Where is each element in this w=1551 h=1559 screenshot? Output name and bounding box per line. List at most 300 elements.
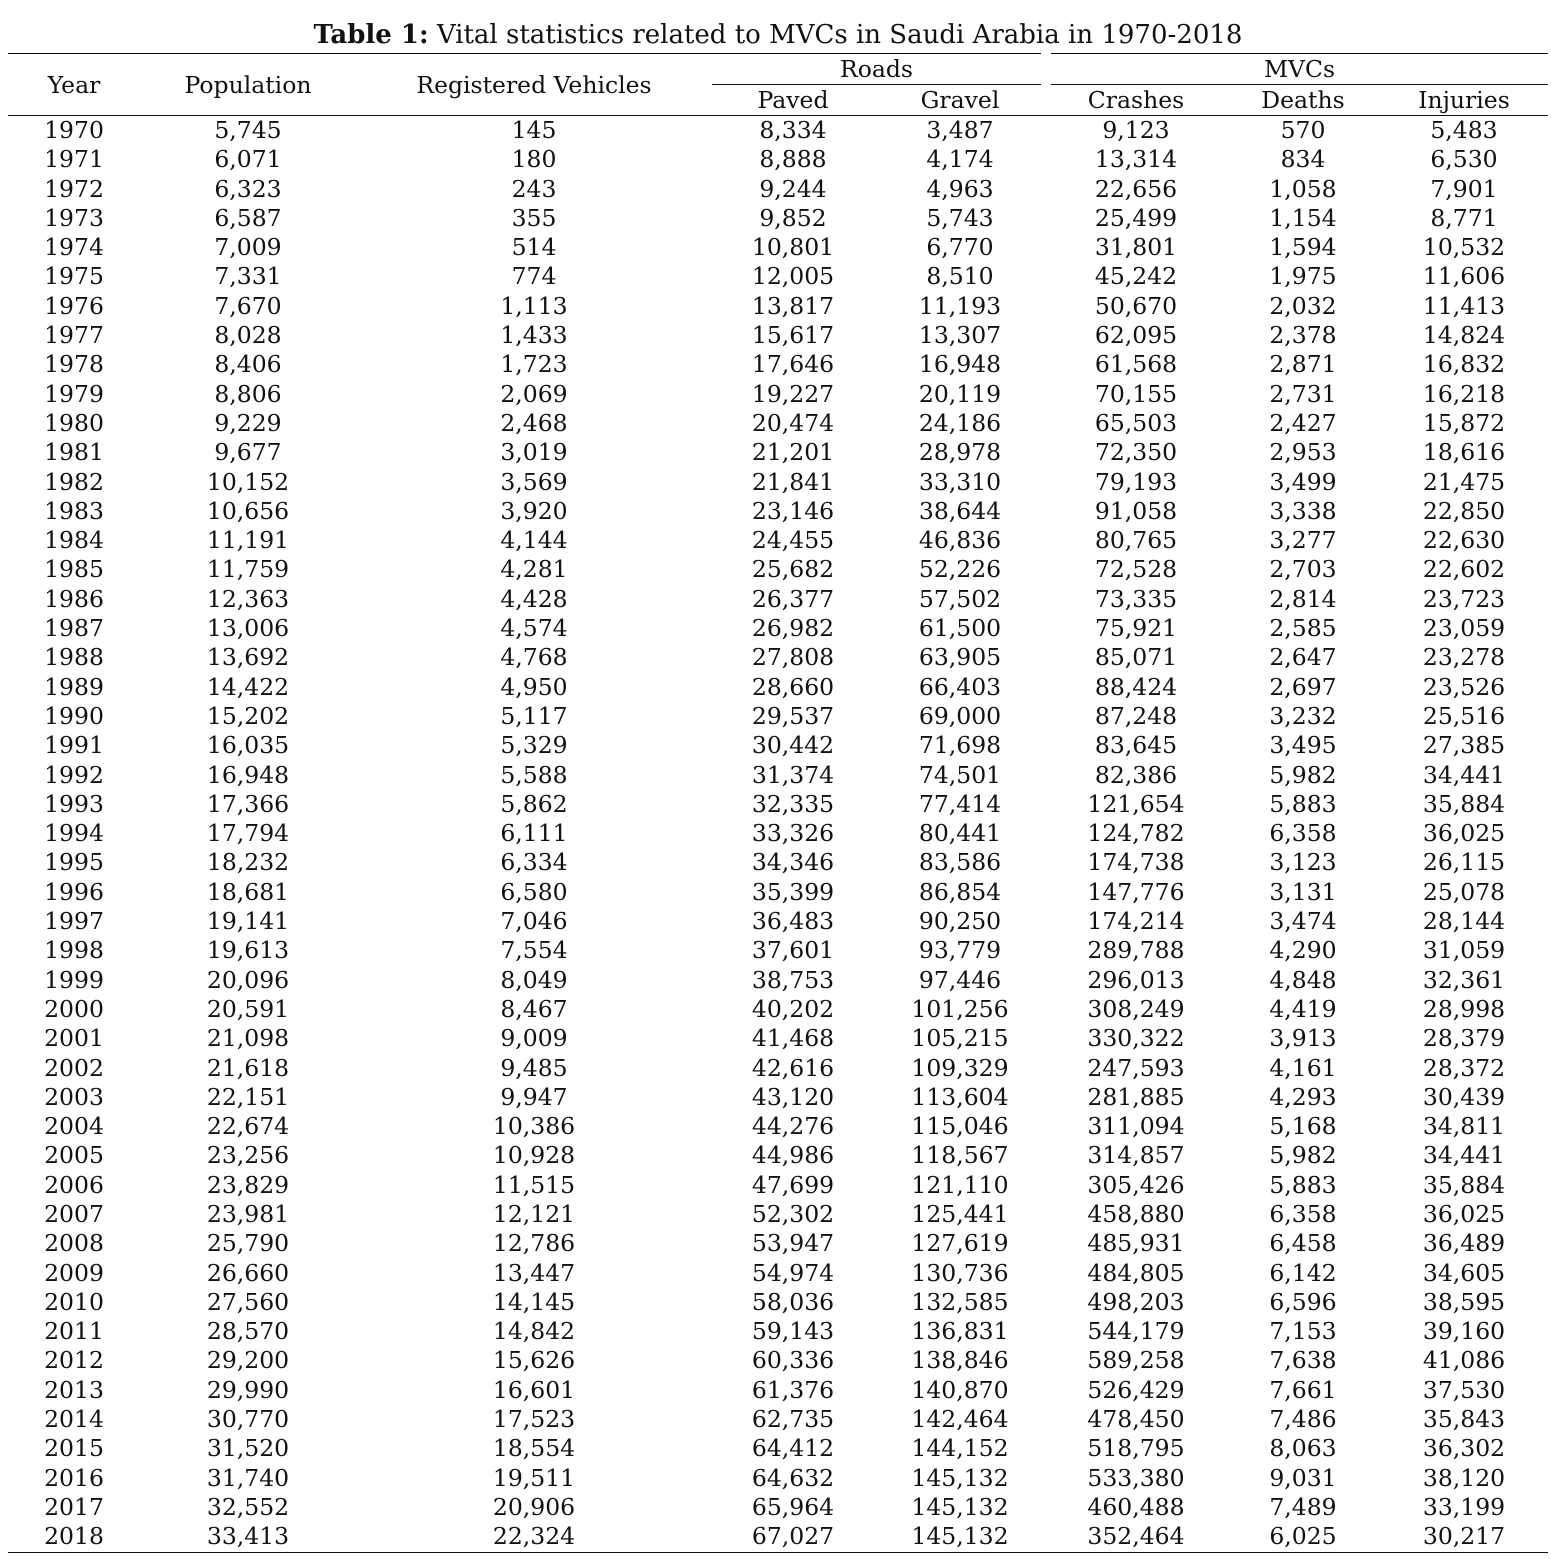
cell-year: 1996 <box>44 877 104 906</box>
column-header-gravel: Gravel <box>874 85 1046 116</box>
cell-year: 2003 <box>44 1082 104 1111</box>
cell-paved: 32,335 <box>751 789 835 818</box>
cell-injuries: 23,526 <box>1422 672 1506 701</box>
cell-deaths: 7,661 <box>1269 1375 1337 1404</box>
cell-deaths: 570 <box>1280 116 1326 144</box>
cell-population: 11,759 <box>206 555 290 584</box>
cell-gravel: 63,905 <box>918 643 1002 672</box>
cell-injuries: 14,824 <box>1422 321 1506 350</box>
cell-registered-vehicles: 2,468 <box>500 408 568 437</box>
cell-registered-vehicles: 5,117 <box>500 701 568 730</box>
cell-gravel: 66,403 <box>918 672 1002 701</box>
table-row <box>8 1054 1548 1083</box>
cell-registered-vehicles: 15,626 <box>492 1346 576 1375</box>
cell-gravel: 145,132 <box>874 1522 1046 1552</box>
cell-population: 7,670 <box>214 291 282 320</box>
cell-gravel: 5,743 <box>926 203 994 232</box>
cell-paved: 23,146 <box>751 496 835 525</box>
table-row <box>8 673 1548 702</box>
table-row <box>8 878 1548 907</box>
cell-injuries: 30,439 <box>1422 1082 1506 1111</box>
cell-population: 20,591 <box>206 994 290 1023</box>
cell-paved: 8,334 <box>759 116 827 144</box>
cell-registered-vehicles: 7,554 <box>500 936 568 965</box>
cell-injuries: 35,843 <box>1422 1405 1506 1434</box>
cell-population: 5,745 <box>214 116 282 144</box>
cell-gravel: 52,226 <box>918 555 1002 584</box>
cell-crashes: 50,670 <box>1094 291 1178 320</box>
table-row <box>8 1317 1548 1346</box>
cell-paved: 9,852 <box>759 203 827 232</box>
cell-deaths: 2,378 <box>1269 321 1337 350</box>
cell-year: 2016 <box>44 1463 104 1492</box>
cell-registered-vehicles: 9,485 <box>500 1053 568 1082</box>
cell-population: 7,009 <box>214 233 282 262</box>
cell-crashes: 91,058 <box>1094 496 1178 525</box>
cell-year: 2000 <box>44 994 104 1023</box>
cell-gravel: 4,174 <box>926 145 994 174</box>
cell-gravel: 28,978 <box>918 438 1002 467</box>
table-caption <box>8 0 1548 53</box>
cell-population: 29,990 <box>206 1375 290 1404</box>
cell-gravel: 125,441 <box>911 1199 1009 1228</box>
cell-injuries: 23,059 <box>1422 614 1506 643</box>
column-header-crashes: Crashes <box>1046 85 1226 116</box>
cell-injuries: 34,441 <box>1422 1141 1506 1170</box>
cell-deaths: 5,982 <box>1269 760 1337 789</box>
cell-crashes: 458,880 <box>1087 1199 1185 1228</box>
cell-paved: 33,326 <box>751 819 835 848</box>
table-row <box>8 497 1548 526</box>
cell-registered-vehicles: 3,019 <box>500 438 568 467</box>
cell-paved: 44,276 <box>751 1112 835 1141</box>
cell-gravel: 97,446 <box>918 965 1002 994</box>
table-row <box>8 1200 1548 1229</box>
column-header-injuries: Injuries <box>1380 85 1548 116</box>
table-row <box>8 1229 1548 1258</box>
cell-year: 1983 <box>44 496 104 525</box>
cell-deaths: 3,913 <box>1269 1024 1337 1053</box>
cell-population: 8,806 <box>214 379 282 408</box>
cell-deaths: 6,358 <box>1269 1199 1337 1228</box>
cell-gravel: 90,250 <box>918 907 1002 936</box>
cell-crashes: 485,931 <box>1087 1229 1185 1258</box>
cell-registered-vehicles: 7,046 <box>500 907 568 936</box>
cell-deaths: 1,058 <box>1269 174 1337 203</box>
cell-year: 2006 <box>44 1170 104 1199</box>
cell-deaths: 4,293 <box>1269 1082 1337 1111</box>
cell-crashes: 247,593 <box>1087 1053 1185 1082</box>
cell-registered-vehicles: 11,515 <box>492 1170 576 1199</box>
cell-paved: 27,808 <box>751 643 835 672</box>
cell-gravel: 20,119 <box>918 379 1002 408</box>
table-row <box>8 1493 1548 1522</box>
cell-crashes: 85,071 <box>1094 643 1178 672</box>
cell-registered-vehicles: 12,121 <box>492 1199 576 1228</box>
cell-year: 1992 <box>44 760 104 789</box>
cell-crashes: 305,426 <box>1087 1170 1185 1199</box>
group-header-mvcs: MVCs <box>1046 54 1548 85</box>
cell-injuries: 33,199 <box>1422 1492 1506 1521</box>
cell-injuries: 26,115 <box>1422 848 1506 877</box>
cell-deaths: 2,585 <box>1269 614 1337 643</box>
cell-injuries: 8,771 <box>1430 203 1498 232</box>
cell-deaths: 5,883 <box>1269 1170 1337 1199</box>
cell-deaths: 7,638 <box>1269 1346 1337 1375</box>
cell-year: 1994 <box>44 819 104 848</box>
cell-injuries: 23,723 <box>1422 584 1506 613</box>
cell-deaths: 2,814 <box>1269 584 1337 613</box>
cell-deaths: 7,489 <box>1269 1492 1337 1521</box>
table-row <box>8 204 1548 233</box>
table-row <box>8 702 1548 731</box>
cell-crashes: 80,765 <box>1094 526 1178 555</box>
cell-population: 17,794 <box>206 819 290 848</box>
cell-injuries: 22,850 <box>1422 496 1506 525</box>
table-header <box>8 54 1548 116</box>
cell-paved: 30,442 <box>751 731 835 760</box>
column-header-registered-vehicles: Registered Vehicles <box>356 54 712 116</box>
table-row <box>8 1376 1548 1405</box>
cell-year: 1974 <box>44 233 104 262</box>
cell-crashes: 45,242 <box>1094 262 1178 291</box>
cell-registered-vehicles: 10,386 <box>492 1112 576 1141</box>
cell-crashes: 31,801 <box>1094 233 1178 262</box>
cell-population: 8,028 <box>214 321 282 350</box>
cell-registered-vehicles: 4,281 <box>500 555 568 584</box>
cell-registered-vehicles: 10,928 <box>492 1141 576 1170</box>
cell-paved: 59,143 <box>751 1317 835 1346</box>
cell-crashes: 82,386 <box>1094 760 1178 789</box>
cell-crashes: 460,488 <box>1087 1492 1185 1521</box>
cell-crashes: 308,249 <box>1087 994 1185 1023</box>
cell-population: 12,363 <box>206 584 290 613</box>
cell-registered-vehicles: 4,428 <box>500 584 568 613</box>
cell-population: 30,770 <box>206 1405 290 1434</box>
cell-year: 2004 <box>44 1112 104 1141</box>
cell-population: 23,829 <box>206 1170 290 1199</box>
cell-injuries: 28,372 <box>1422 1053 1506 1082</box>
cell-year: 1993 <box>44 789 104 818</box>
cell-crashes: 9,123 <box>1102 116 1170 144</box>
cell-injuries: 25,078 <box>1422 877 1506 906</box>
cell-crashes: 75,921 <box>1094 614 1178 643</box>
cell-registered-vehicles: 514 <box>511 233 557 262</box>
cell-year: 2013 <box>44 1375 104 1404</box>
cell-injuries: 23,278 <box>1422 643 1506 672</box>
cell-paved: 36,483 <box>751 907 835 936</box>
cell-population: 13,006 <box>206 614 290 643</box>
cell-gravel: 145,132 <box>911 1492 1009 1521</box>
cell-population: 6,587 <box>214 203 282 232</box>
cell-crashes: 61,568 <box>1094 350 1178 379</box>
cell-deaths: 2,697 <box>1269 672 1337 701</box>
cell-crashes: 13,314 <box>1094 145 1178 174</box>
cell-paved: 67,027 <box>712 1522 874 1552</box>
cell-registered-vehicles: 4,768 <box>500 643 568 672</box>
cell-population: 27,560 <box>206 1287 290 1316</box>
cell-paved: 42,616 <box>751 1053 835 1082</box>
cell-gravel: 69,000 <box>918 701 1002 730</box>
table-row <box>8 438 1548 467</box>
cell-paved: 13,817 <box>751 291 835 320</box>
cell-paved: 64,632 <box>751 1463 835 1492</box>
cell-paved: 12,005 <box>751 262 835 291</box>
cell-registered-vehicles: 20,906 <box>492 1492 576 1521</box>
cell-crashes: 518,795 <box>1087 1434 1185 1463</box>
cell-crashes: 526,429 <box>1087 1375 1185 1404</box>
cell-gravel: 3,487 <box>926 116 994 144</box>
cell-year: 2009 <box>44 1258 104 1287</box>
cell-injuries: 25,516 <box>1422 701 1506 730</box>
cell-year: 1980 <box>44 408 104 437</box>
column-header-deaths: Deaths <box>1226 85 1380 116</box>
cell-paved: 17,646 <box>751 350 835 379</box>
cell-paved: 25,682 <box>751 555 835 584</box>
table-row <box>8 233 1548 262</box>
cell-crashes: 484,805 <box>1087 1258 1185 1287</box>
cell-gravel: 145,132 <box>911 1463 1009 1492</box>
cell-gravel: 132,585 <box>911 1287 1009 1316</box>
cell-registered-vehicles: 243 <box>511 174 557 203</box>
cell-year: 1986 <box>44 584 104 613</box>
cell-crashes: 533,380 <box>1087 1463 1185 1492</box>
cell-registered-vehicles: 5,329 <box>500 731 568 760</box>
table-row <box>8 761 1548 790</box>
cell-population: 6,071 <box>214 145 282 174</box>
cell-gravel: 136,831 <box>911 1317 1009 1346</box>
cell-year: 1972 <box>44 174 104 203</box>
cell-paved: 10,801 <box>751 233 835 262</box>
cell-deaths: 6,142 <box>1269 1258 1337 1287</box>
cell-deaths: 4,848 <box>1269 965 1337 994</box>
cell-population: 31,520 <box>206 1434 290 1463</box>
cell-paved: 53,947 <box>751 1229 835 1258</box>
cell-registered-vehicles: 9,009 <box>500 1024 568 1053</box>
cell-gravel: 24,186 <box>918 408 1002 437</box>
cell-deaths: 4,419 <box>1269 994 1337 1023</box>
cell-registered-vehicles: 16,601 <box>492 1375 576 1404</box>
cell-population: 18,232 <box>206 848 290 877</box>
table-row <box>8 1346 1548 1375</box>
cell-year: 1976 <box>44 291 104 320</box>
cell-paved: 62,735 <box>751 1405 835 1434</box>
cell-deaths: 1,594 <box>1269 233 1337 262</box>
cell-crashes: 72,350 <box>1094 438 1178 467</box>
cell-paved: 19,227 <box>751 379 835 408</box>
cell-year: 2005 <box>44 1141 104 1170</box>
cell-year: 2008 <box>44 1229 104 1258</box>
cell-injuries: 36,025 <box>1422 1199 1506 1228</box>
cell-deaths: 6,596 <box>1269 1287 1337 1316</box>
cell-gravel: 113,604 <box>911 1082 1009 1111</box>
cell-year: 1990 <box>44 701 104 730</box>
cell-injuries: 37,530 <box>1422 1375 1506 1404</box>
cell-registered-vehicles: 3,920 <box>500 496 568 525</box>
cell-year: 1977 <box>44 321 104 350</box>
cell-paved: 38,753 <box>751 965 835 994</box>
cell-crashes: 87,248 <box>1094 701 1178 730</box>
table-row <box>8 614 1548 643</box>
cell-year: 2007 <box>44 1199 104 1228</box>
cell-year: 1981 <box>44 438 104 467</box>
cell-gravel: 71,698 <box>918 731 1002 760</box>
cell-injuries: 32,361 <box>1422 965 1506 994</box>
table-row <box>8 1112 1548 1141</box>
cell-gravel: 118,567 <box>911 1141 1009 1170</box>
cell-deaths: 2,647 <box>1269 643 1337 672</box>
cell-population: 25,790 <box>206 1229 290 1258</box>
cell-year: 2010 <box>44 1287 104 1316</box>
cell-registered-vehicles: 2,069 <box>500 379 568 408</box>
cell-gravel: 138,846 <box>911 1346 1009 1375</box>
cell-injuries: 34,811 <box>1422 1112 1506 1141</box>
cell-registered-vehicles: 6,111 <box>500 819 568 848</box>
cell-registered-vehicles: 14,145 <box>492 1287 576 1316</box>
cell-crashes: 79,193 <box>1094 467 1178 496</box>
cell-crashes: 330,322 <box>1087 1024 1185 1053</box>
table-row <box>8 1522 1548 1552</box>
cell-year: 2015 <box>44 1434 104 1463</box>
cell-population: 21,618 <box>206 1053 290 1082</box>
cell-registered-vehicles: 180 <box>511 145 557 174</box>
cell-year: 2012 <box>44 1346 104 1375</box>
cell-deaths: 6,458 <box>1269 1229 1337 1258</box>
cell-registered-vehicles: 8,467 <box>500 994 568 1023</box>
cell-population: 6,323 <box>214 174 282 203</box>
table-row <box>8 262 1548 291</box>
cell-year: 1970 <box>44 116 104 144</box>
cell-injuries: 35,884 <box>1422 789 1506 818</box>
table-row <box>8 1083 1548 1112</box>
cell-crashes: 544,179 <box>1087 1317 1185 1346</box>
table-row <box>8 731 1548 760</box>
cell-injuries: 31,059 <box>1422 936 1506 965</box>
cell-paved: 60,336 <box>751 1346 835 1375</box>
cell-registered-vehicles: 774 <box>511 262 557 291</box>
cell-registered-vehicles: 145 <box>511 116 557 144</box>
cell-injuries: 6,530 <box>1430 145 1498 174</box>
table-row <box>8 145 1548 174</box>
cell-registered-vehicles: 5,862 <box>500 789 568 818</box>
cell-gravel: 142,464 <box>911 1405 1009 1434</box>
table-row <box>8 321 1548 350</box>
cell-gravel: 83,586 <box>918 848 1002 877</box>
vital-statistics-table <box>8 53 1548 1553</box>
column-header-paved: Paved <box>712 85 874 116</box>
cell-injuries: 36,302 <box>1422 1434 1506 1463</box>
cell-paved: 8,888 <box>759 145 827 174</box>
table-row <box>8 1405 1548 1434</box>
cell-deaths: 3,495 <box>1269 731 1337 760</box>
cell-population: 8,406 <box>214 350 282 379</box>
cell-gravel: 6,770 <box>926 233 994 262</box>
cell-crashes: 70,155 <box>1094 379 1178 408</box>
cell-injuries: 16,218 <box>1422 379 1506 408</box>
cell-year: 1991 <box>44 731 104 760</box>
cell-injuries: 11,413 <box>1422 291 1506 320</box>
cell-gravel: 109,329 <box>911 1053 1009 1082</box>
cell-injuries: 28,998 <box>1422 994 1506 1023</box>
cell-gravel: 13,307 <box>918 321 1002 350</box>
table-caption-label: Table 1: <box>313 20 429 50</box>
cell-paved: 31,374 <box>751 760 835 789</box>
cell-gravel: 46,836 <box>918 526 1002 555</box>
cell-deaths: 9,031 <box>1269 1463 1337 1492</box>
cell-deaths: 2,953 <box>1269 438 1337 467</box>
table-row <box>8 555 1548 584</box>
group-header-roads: Roads <box>712 54 1046 85</box>
table-row <box>8 292 1548 321</box>
cell-registered-vehicles: 5,588 <box>500 760 568 789</box>
cell-registered-vehicles: 22,324 <box>356 1522 712 1552</box>
cell-year: 1982 <box>44 467 104 496</box>
cell-deaths: 6,358 <box>1269 819 1337 848</box>
cell-deaths: 6,025 <box>1226 1522 1380 1552</box>
cell-injuries: 36,025 <box>1422 819 1506 848</box>
cell-injuries: 28,144 <box>1422 907 1506 936</box>
cell-deaths: 834 <box>1280 145 1326 174</box>
column-header-year: Year <box>8 54 140 116</box>
cell-year: 1985 <box>44 555 104 584</box>
cell-registered-vehicles: 13,447 <box>492 1258 576 1287</box>
document-page <box>8 0 1548 1553</box>
cell-year: 1978 <box>44 350 104 379</box>
cell-population: 29,200 <box>206 1346 290 1375</box>
cell-year: 1973 <box>44 203 104 232</box>
cell-gravel: 8,510 <box>926 262 994 291</box>
cell-deaths: 2,703 <box>1269 555 1337 584</box>
cell-registered-vehicles: 17,523 <box>492 1405 576 1434</box>
cell-deaths: 2,427 <box>1269 408 1337 437</box>
cell-injuries: 7,901 <box>1430 174 1498 203</box>
cell-paved: 54,974 <box>751 1258 835 1287</box>
cell-paved: 47,699 <box>751 1170 835 1199</box>
cell-registered-vehicles: 1,433 <box>500 321 568 350</box>
cell-crashes: 25,499 <box>1094 203 1178 232</box>
cell-registered-vehicles: 6,580 <box>500 877 568 906</box>
table-row <box>8 966 1548 995</box>
cell-year: 1997 <box>44 907 104 936</box>
cell-injuries: 10,532 <box>1422 233 1506 262</box>
cell-gravel: 77,414 <box>918 789 1002 818</box>
cell-crashes: 311,094 <box>1087 1112 1185 1141</box>
cell-deaths: 3,474 <box>1269 907 1337 936</box>
cell-registered-vehicles: 3,569 <box>500 467 568 496</box>
table-body <box>8 116 1548 1553</box>
cell-deaths: 2,731 <box>1269 379 1337 408</box>
cell-injuries: 34,441 <box>1422 760 1506 789</box>
table-row <box>8 585 1548 614</box>
cell-crashes: 174,738 <box>1087 848 1185 877</box>
cell-paved: 24,455 <box>751 526 835 555</box>
table-row <box>8 995 1548 1024</box>
cell-deaths: 3,338 <box>1269 496 1337 525</box>
cell-gravel: 80,441 <box>918 819 1002 848</box>
cell-year: 1987 <box>44 614 104 643</box>
cell-deaths: 7,153 <box>1269 1317 1337 1346</box>
cell-registered-vehicles: 12,786 <box>492 1229 576 1258</box>
cell-paved: 43,120 <box>751 1082 835 1111</box>
cell-population: 9,229 <box>214 408 282 437</box>
cell-deaths: 7,486 <box>1269 1405 1337 1434</box>
cell-year: 2011 <box>44 1317 104 1346</box>
cell-registered-vehicles: 355 <box>511 203 557 232</box>
cell-population: 22,151 <box>206 1082 290 1111</box>
table-row <box>8 1434 1548 1463</box>
cell-population: 33,413 <box>140 1522 356 1552</box>
cell-population: 17,366 <box>206 789 290 818</box>
